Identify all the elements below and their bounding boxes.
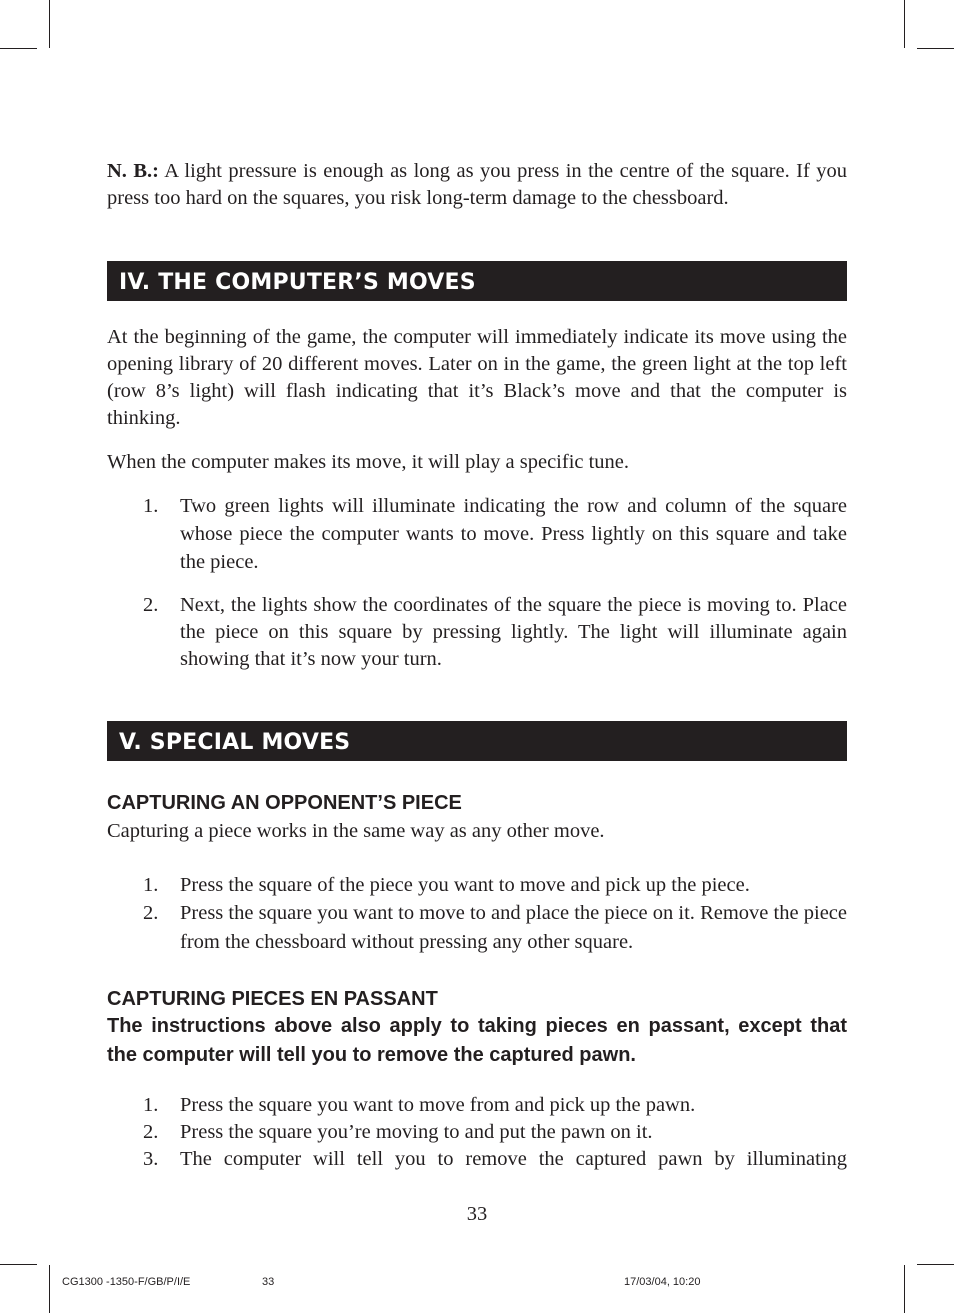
crop-mark-top-right-vertical [904,0,905,48]
crop-mark-top-left-vertical [49,0,50,48]
section-heading-special-moves: V. SPECIAL MOVES [107,721,847,761]
list-item [107,1092,847,1119]
list-item-number: 3. [143,1148,159,1170]
computer-moves-tune-paragraph: When the computer makes its move, it will play a specific tune. [107,451,630,473]
list-item [107,899,847,957]
capturing-list [107,872,847,957]
crop-mark-bottom-left-vertical [49,1265,50,1313]
list-item-text: Press the square you’re moving to and put the pawn on it. [180,1121,653,1143]
nb-label: N. B.: [107,160,159,182]
list-item [107,1146,847,1173]
nb-note [107,158,847,212]
list-item-text: Press the square of the piece you want to move and pick up the piece. [180,874,750,896]
list-item [107,872,847,899]
en-passant-intro: The instructions above also apply to taking pieces en passant, except that the computer will tell you to remove the captured pawn. [107,1015,847,1066]
list-item-text: The computer will tell you to remove the captured pawn by illuminating [180,1148,847,1170]
list-item-text: Press the square you want to move to and place the piece on it. Remove the piece from the chessboard without pressing any other square. [180,902,847,953]
list-item-number: 1. [143,874,159,896]
crop-mark-bottom-right-vertical [904,1265,905,1313]
list-item-number: 2. [143,594,159,616]
list-item-text: Press the square you want to move from and pick up the pawn. [180,1094,696,1116]
list-item-text: Two green lights will illuminate indicating the row and column of the square whose piece the computer wants to move. Press lightly on this square and take the piece. [180,495,847,573]
section-heading-computer-moves: IV. THE COMPUTER’S MOVES [107,261,847,301]
crop-mark-top-right-horizontal [917,48,954,49]
list-item [107,492,847,576]
subheading-en-passant: CAPTURING PIECES EN PASSANT [107,988,438,1010]
list-item-number: 1. [143,495,159,517]
list-item-text: Next, the lights show the coordinates of the square the piece is moving to. Place the piece on this square by pressing lightly. The light will illuminate again showing that it’s now your turn. [180,594,847,670]
page-content [107,158,847,1173]
crop-mark-top-left-horizontal [0,48,37,49]
list-item-number: 2. [143,1121,159,1143]
subheading-capturing: CAPTURING AN OPPONENT’S PIECE [107,792,462,814]
capturing-intro: Capturing a piece works in the same way as any other move. [107,820,605,842]
footer-page: 33 [262,1276,275,1288]
list-item-number: 2. [143,902,159,924]
crop-mark-bottom-right-horizontal [917,1264,954,1265]
en-passant-list [107,1092,847,1173]
list-item [107,592,847,673]
page-number: 33 [466,1203,488,1225]
footer-datetime: 17/03/04, 10:20 [624,1276,701,1288]
computer-moves-list [107,492,847,673]
list-item-number: 1. [143,1094,159,1116]
computer-moves-paragraph: At the beginning of the game, the computer will immediately indicate its move using the opening library of 20 different moves. Later on in the game, the green light at the top left (row 8’s light) will flash indicating that it’s Black’s move and that the computer is thinking. [107,326,847,429]
crop-mark-bottom-left-horizontal [0,1264,37,1265]
list-item [107,1119,847,1146]
nb-text: A light pressure is enough as long as you press in the centre of the square. If you press too hard on the squares, you risk long-term damage to the chessboard. [107,160,847,209]
footer-code: CG1300 -1350-F/GB/P/I/E [62,1276,191,1288]
